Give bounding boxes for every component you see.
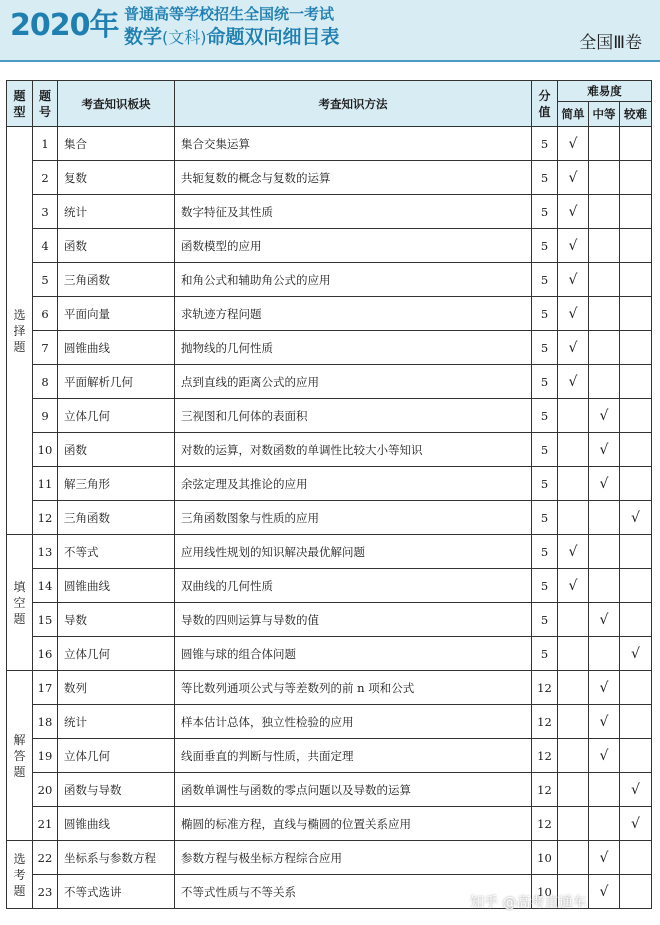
table-row [7, 331, 652, 365]
table-row [7, 229, 652, 263]
difficulty-medium-cell [589, 433, 620, 467]
difficulty-hard-cell [620, 501, 652, 535]
knowledge-method: 应用线性规划的知识解决最优解问题 [175, 535, 532, 569]
score-value: 12 [532, 739, 558, 773]
header-score: 分值 [532, 81, 558, 127]
difficulty-medium-cell [589, 807, 620, 841]
knowledge-method: 双曲线的几何性质 [175, 569, 532, 603]
difficulty-easy-cell [558, 399, 589, 433]
difficulty-easy-cell [558, 705, 589, 739]
score-value: 5 [532, 535, 558, 569]
table-row [7, 263, 652, 297]
difficulty-medium-cell [589, 161, 620, 195]
table-row [7, 603, 652, 637]
check-mark-icon: √ [599, 407, 609, 424]
difficulty-hard-cell [620, 195, 652, 229]
difficulty-easy-cell [558, 637, 589, 671]
title-subject: 数学 [124, 26, 163, 48]
knowledge-method: 点到直线的距离公式的应用 [175, 365, 532, 399]
question-number: 10 [33, 433, 58, 467]
question-number: 16 [33, 637, 58, 671]
difficulty-easy-cell [558, 671, 589, 705]
knowledge-method: 函数模型的应用 [175, 229, 532, 263]
question-type-label: 选考题 [13, 851, 26, 898]
knowledge-block: 函数与导数 [58, 773, 175, 807]
knowledge-block: 不等式选讲 [58, 875, 175, 909]
score-value: 5 [532, 127, 558, 161]
knowledge-method: 不等式性质与不等关系 [175, 875, 532, 909]
score-value: 5 [532, 297, 558, 331]
knowledge-method: 和角公式和辅助角公式的应用 [175, 263, 532, 297]
difficulty-easy-cell [558, 195, 589, 229]
check-mark-icon: √ [599, 679, 609, 696]
table-row [7, 807, 652, 841]
knowledge-block: 三角函数 [58, 263, 175, 297]
knowledge-block: 导数 [58, 603, 175, 637]
table-row [7, 127, 652, 161]
difficulty-easy-cell [558, 773, 589, 807]
difficulty-easy-cell [558, 569, 589, 603]
difficulty-hard-cell [620, 331, 652, 365]
knowledge-method: 求轨迹方程问题 [175, 297, 532, 331]
difficulty-hard-cell [620, 229, 652, 263]
score-value: 5 [532, 569, 558, 603]
knowledge-method: 共轭复数的概念与复数的运算 [175, 161, 532, 195]
question-number: 23 [33, 875, 58, 909]
knowledge-block: 数列 [58, 671, 175, 705]
knowledge-method: 余弦定理及其推论的应用 [175, 467, 532, 501]
check-mark-icon: √ [599, 747, 609, 764]
difficulty-easy-cell [558, 501, 589, 535]
difficulty-medium-cell [589, 263, 620, 297]
knowledge-method: 椭圆的标准方程，直线与椭圆的位置关系应用 [175, 807, 532, 841]
question-number: 19 [33, 739, 58, 773]
difficulty-hard-cell [620, 739, 652, 773]
knowledge-block: 解三角形 [58, 467, 175, 501]
score-value: 5 [532, 161, 558, 195]
knowledge-block: 集合 [58, 127, 175, 161]
difficulty-medium-cell [589, 127, 620, 161]
question-type-cell [7, 671, 33, 841]
difficulty-medium-cell [589, 705, 620, 739]
question-type-cell [7, 841, 33, 909]
question-number: 22 [33, 841, 58, 875]
table-row [7, 739, 652, 773]
knowledge-method: 数字特征及其性质 [175, 195, 532, 229]
difficulty-hard-cell [620, 467, 652, 501]
check-mark-icon: √ [599, 713, 609, 730]
knowledge-block: 立体几何 [58, 399, 175, 433]
difficulty-medium-cell [589, 535, 620, 569]
difficulty-medium-cell [589, 297, 620, 331]
question-number: 13 [33, 535, 58, 569]
question-type-label: 解答题 [13, 732, 26, 779]
difficulty-easy-cell [558, 739, 589, 773]
spec-table [6, 80, 652, 909]
question-number: 18 [33, 705, 58, 739]
table-row [7, 195, 652, 229]
knowledge-block: 圆锥曲线 [58, 569, 175, 603]
knowledge-block: 圆锥曲线 [58, 807, 175, 841]
table-row [7, 297, 652, 331]
difficulty-hard-cell [620, 297, 652, 331]
knowledge-block: 统计 [58, 705, 175, 739]
table-row [7, 161, 652, 195]
table-row [7, 467, 652, 501]
difficulty-hard-cell [620, 399, 652, 433]
knowledge-block: 不等式 [58, 535, 175, 569]
difficulty-hard-cell [620, 637, 652, 671]
score-value: 5 [532, 331, 558, 365]
difficulty-hard-cell [620, 841, 652, 875]
difficulty-easy-cell [558, 433, 589, 467]
knowledge-method: 对数的运算，对数函数的单调性比较大小等知识 [175, 433, 532, 467]
knowledge-block: 立体几何 [58, 739, 175, 773]
question-type-label: 选择题 [13, 307, 26, 354]
difficulty-easy-cell [558, 331, 589, 365]
difficulty-easy-cell [558, 841, 589, 875]
knowledge-method: 样本估计总体，独立性检验的应用 [175, 705, 532, 739]
header-method: 考查知识方法 [175, 81, 532, 127]
header-divider [0, 60, 660, 62]
difficulty-medium-cell [589, 229, 620, 263]
check-mark-icon: √ [568, 237, 578, 254]
question-number: 15 [33, 603, 58, 637]
difficulty-hard-cell [620, 127, 652, 161]
score-value: 5 [532, 501, 558, 535]
knowledge-block: 平面解析几何 [58, 365, 175, 399]
check-mark-icon: √ [599, 441, 609, 458]
header-block: 考查知识板块 [58, 81, 175, 127]
difficulty-medium-cell [589, 603, 620, 637]
question-type-cell [7, 535, 33, 671]
check-mark-icon: √ [568, 305, 578, 322]
header-hard: 较难 [620, 102, 652, 127]
difficulty-easy-cell [558, 535, 589, 569]
question-number: 20 [33, 773, 58, 807]
score-value: 5 [532, 467, 558, 501]
table-row [7, 671, 652, 705]
question-type-label: 填空题 [13, 579, 26, 626]
table-row [7, 841, 652, 875]
check-mark-icon: √ [568, 373, 578, 390]
question-number: 17 [33, 671, 58, 705]
difficulty-easy-cell [558, 229, 589, 263]
table-body [7, 127, 652, 909]
table-row [7, 637, 652, 671]
difficulty-hard-cell [620, 535, 652, 569]
difficulty-medium-cell [589, 399, 620, 433]
difficulty-medium-cell [589, 569, 620, 603]
table-row [7, 705, 652, 739]
score-value: 10 [532, 841, 558, 875]
check-mark-icon: √ [599, 475, 609, 492]
title-rest: 命题双向细目表 [206, 26, 340, 48]
header-num: 题号 [33, 81, 58, 127]
question-number: 9 [33, 399, 58, 433]
knowledge-method: 等比数列通项公式与等差数列的前 n 项和公式 [175, 671, 532, 705]
score-value: 10 [532, 875, 558, 909]
question-number: 2 [33, 161, 58, 195]
question-number: 8 [33, 365, 58, 399]
check-mark-icon: √ [599, 611, 609, 628]
question-number: 6 [33, 297, 58, 331]
question-number: 14 [33, 569, 58, 603]
difficulty-hard-cell [620, 161, 652, 195]
difficulty-medium-cell [589, 195, 620, 229]
difficulty-easy-cell [558, 127, 589, 161]
check-mark-icon: √ [568, 203, 578, 220]
question-number: 3 [33, 195, 58, 229]
difficulty-hard-cell [620, 569, 652, 603]
table-row [7, 399, 652, 433]
header-easy: 简单 [558, 102, 589, 127]
score-value: 12 [532, 671, 558, 705]
knowledge-method: 三视图和几何体的表面积 [175, 399, 532, 433]
knowledge-block: 平面向量 [58, 297, 175, 331]
score-value: 12 [532, 807, 558, 841]
question-type-cell [7, 127, 33, 535]
difficulty-easy-cell [558, 297, 589, 331]
check-mark-icon: √ [599, 849, 609, 866]
score-value: 12 [532, 705, 558, 739]
exam-year: 2020年 [10, 8, 119, 43]
score-value: 5 [532, 399, 558, 433]
check-mark-icon: √ [568, 271, 578, 288]
knowledge-method: 导数的四则运算与导数的值 [175, 603, 532, 637]
difficulty-medium-cell [589, 467, 620, 501]
difficulty-easy-cell [558, 263, 589, 297]
knowledge-block: 圆锥曲线 [58, 331, 175, 365]
check-mark-icon: √ [631, 645, 640, 662]
table-row [7, 501, 652, 535]
score-value: 5 [532, 365, 558, 399]
score-value: 5 [532, 195, 558, 229]
difficulty-medium-cell [589, 671, 620, 705]
check-mark-icon: √ [631, 815, 640, 832]
knowledge-method: 抛物线的几何性质 [175, 331, 532, 365]
score-value: 12 [532, 773, 558, 807]
knowledge-block: 立体几何 [58, 637, 175, 671]
title-paren: (文科) [162, 28, 207, 47]
question-number: 5 [33, 263, 58, 297]
question-number: 7 [33, 331, 58, 365]
question-number: 11 [33, 467, 58, 501]
check-mark-icon: √ [631, 781, 640, 798]
score-value: 5 [532, 603, 558, 637]
difficulty-hard-cell [620, 365, 652, 399]
score-value: 5 [532, 229, 558, 263]
knowledge-method: 参数方程与极坐标方程综合应用 [175, 841, 532, 875]
difficulty-hard-cell [620, 603, 652, 637]
table-row [7, 535, 652, 569]
knowledge-method: 函数单调性与函数的零点问题以及导数的运算 [175, 773, 532, 807]
knowledge-block: 三角函数 [58, 501, 175, 535]
table-row [7, 569, 652, 603]
knowledge-block: 坐标系与参数方程 [58, 841, 175, 875]
knowledge-method: 圆锥与球的组合体问题 [175, 637, 532, 671]
page-title [124, 26, 340, 49]
knowledge-method: 集合交集运算 [175, 127, 532, 161]
page-header [0, 0, 660, 60]
knowledge-block: 复数 [58, 161, 175, 195]
exam-subtitle: 普通高等学校招生全国统一考试 [124, 5, 335, 23]
difficulty-easy-cell [558, 807, 589, 841]
question-number: 4 [33, 229, 58, 263]
score-value: 5 [532, 263, 558, 297]
difficulty-medium-cell [589, 365, 620, 399]
difficulty-easy-cell [558, 467, 589, 501]
difficulty-easy-cell [558, 365, 589, 399]
difficulty-hard-cell [620, 263, 652, 297]
question-number: 21 [33, 807, 58, 841]
table-row [7, 773, 652, 807]
check-mark-icon: √ [631, 509, 640, 526]
score-value: 5 [532, 637, 558, 671]
score-value: 5 [532, 433, 558, 467]
header-type: 题型 [7, 81, 33, 127]
question-number: 12 [33, 501, 58, 535]
watermark: 知乎 @高考直通车 [470, 895, 587, 911]
difficulty-hard-cell [620, 807, 652, 841]
difficulty-medium-cell [589, 739, 620, 773]
difficulty-medium-cell [589, 331, 620, 365]
difficulty-medium-cell [589, 875, 620, 909]
difficulty-hard-cell [620, 671, 652, 705]
difficulty-easy-cell [558, 161, 589, 195]
header-difficulty: 难易度 [558, 81, 652, 102]
difficulty-medium-cell [589, 501, 620, 535]
difficulty-easy-cell [558, 603, 589, 637]
difficulty-medium-cell [589, 841, 620, 875]
check-mark-icon: √ [568, 339, 578, 356]
check-mark-icon: √ [568, 135, 578, 152]
knowledge-method: 三角函数图象与性质的应用 [175, 501, 532, 535]
knowledge-block: 统计 [58, 195, 175, 229]
table-row [7, 433, 652, 467]
check-mark-icon: √ [568, 577, 578, 594]
difficulty-hard-cell [620, 705, 652, 739]
check-mark-icon: √ [568, 543, 578, 560]
check-mark-icon: √ [568, 169, 578, 186]
knowledge-block: 函数 [58, 433, 175, 467]
knowledge-method: 线面垂直的判断与性质，共面定理 [175, 739, 532, 773]
difficulty-medium-cell [589, 773, 620, 807]
difficulty-hard-cell [620, 773, 652, 807]
paper-name: 全国Ⅲ卷 [579, 33, 642, 53]
check-mark-icon: √ [599, 883, 609, 900]
difficulty-hard-cell [620, 875, 652, 909]
question-number: 1 [33, 127, 58, 161]
difficulty-hard-cell [620, 433, 652, 467]
table-header-row [7, 81, 652, 102]
header-medium: 中等 [589, 102, 620, 127]
table-row [7, 365, 652, 399]
difficulty-medium-cell [589, 637, 620, 671]
knowledge-block: 函数 [58, 229, 175, 263]
